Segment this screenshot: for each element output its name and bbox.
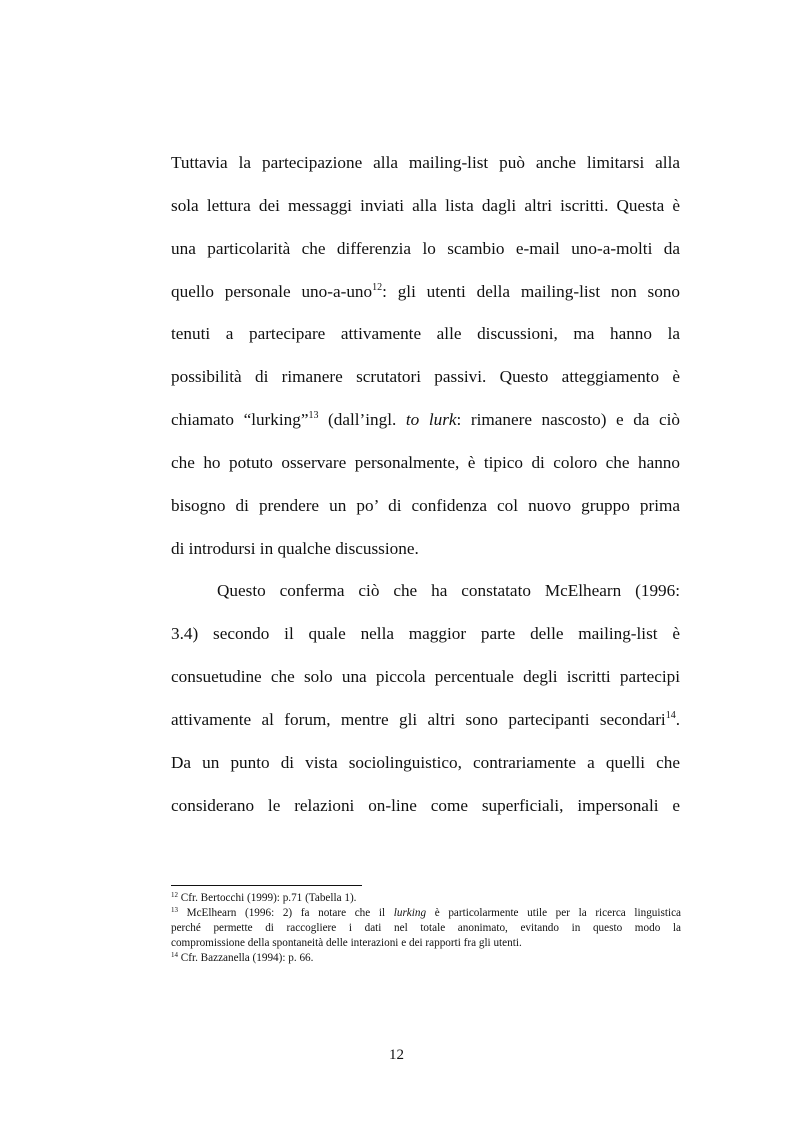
body-line bbox=[171, 399, 680, 442]
body-line: sola lettura dei messaggi inviati alla lista dagli altri iscritti. Questa è bbox=[171, 195, 680, 215]
italic-term: lurking bbox=[393, 907, 427, 919]
text-run: . bbox=[675, 709, 680, 729]
italic-term: to lurk bbox=[405, 410, 457, 430]
body-line: Tuttavia la partecipazione alla mailing-list può anche limitarsi alla bbox=[171, 153, 680, 172]
footnote-ref-13[interactable]: 13 bbox=[308, 410, 319, 422]
body-text bbox=[171, 142, 680, 828]
body-line: Da un punto di vista sociolinguistico, contrariamente a quelli che bbox=[171, 752, 680, 772]
body-line: bisogno di prendere un po’ di confidenza col nuovo gruppo prima bbox=[171, 495, 680, 515]
footnote-text: Cfr. Bazzanella (1994): p. 66. bbox=[178, 952, 314, 964]
body-line: 3.4) secondo il quale nella maggior parte delle mailing-list è bbox=[171, 624, 680, 644]
footnote-13 bbox=[171, 906, 681, 921]
footnote-ref-14[interactable]: 14 bbox=[665, 709, 676, 721]
text-run: attivamente al forum, mentre gli altri sono partecipanti secondari bbox=[171, 709, 666, 729]
body-line: di introdursi in qualche discussione. bbox=[171, 538, 419, 558]
footnote-ref-12[interactable]: 12 bbox=[372, 281, 383, 293]
footnote-12 bbox=[171, 891, 681, 906]
paragraph-start-line: Questo conferma ciò che ha constatato McElhearn (1996: bbox=[217, 581, 680, 601]
footnote-number: 12 bbox=[171, 891, 178, 899]
body-line: tenuti a partecipare attivamente alle discussioni, ma hanno la bbox=[171, 324, 680, 344]
body-line bbox=[171, 699, 680, 742]
body-line: consuetudine che solo una piccola percentuale degli iscritti partecipi bbox=[171, 667, 680, 687]
footnote-13-line: compromissione della spontaneità delle interazioni e dei rapporti fra gli utenti. bbox=[171, 937, 522, 949]
footnote-number: 14 bbox=[171, 951, 178, 959]
footnote-text: McElhearn (1996: 2) fa notare che il bbox=[178, 907, 394, 919]
text-run: quello personale uno-a-uno bbox=[171, 281, 373, 301]
body-line: considerano le relazioni on-line come superficiali, impersonali e bbox=[171, 795, 680, 815]
footnote-14 bbox=[171, 951, 681, 966]
text-run: : gli utenti della mailing-list non sono bbox=[382, 281, 680, 301]
text-run: : rimanere nascosto) e da ciò bbox=[456, 410, 680, 430]
page-number: 12 bbox=[389, 1047, 404, 1063]
footnote-number: 13 bbox=[171, 906, 178, 914]
footnote-separator bbox=[171, 885, 362, 886]
body-line: possibilità di rimanere scrutatori passivi. Questo atteggiamento è bbox=[171, 367, 680, 387]
footnotes bbox=[171, 891, 681, 966]
body-line: una particolarità che differenzia lo scambio e-mail uno-a-molti da bbox=[171, 238, 680, 258]
body-line bbox=[171, 271, 680, 314]
footnote-text: Cfr. Bertocchi (1999): p.71 (Tabella 1). bbox=[178, 892, 357, 904]
footnote-text: è particolarmente utile per la ricerca linguistica bbox=[426, 907, 681, 919]
text-run: (dall’ingl. bbox=[318, 410, 406, 430]
footnote-13-line: perché permette di raccogliere i dati nel totale anonimato, evitando in questo modo la bbox=[171, 922, 681, 934]
text-run: chiamato “lurking” bbox=[171, 410, 309, 430]
body-line: che ho potuto osservare personalmente, è tipico di coloro che hanno bbox=[171, 452, 680, 472]
